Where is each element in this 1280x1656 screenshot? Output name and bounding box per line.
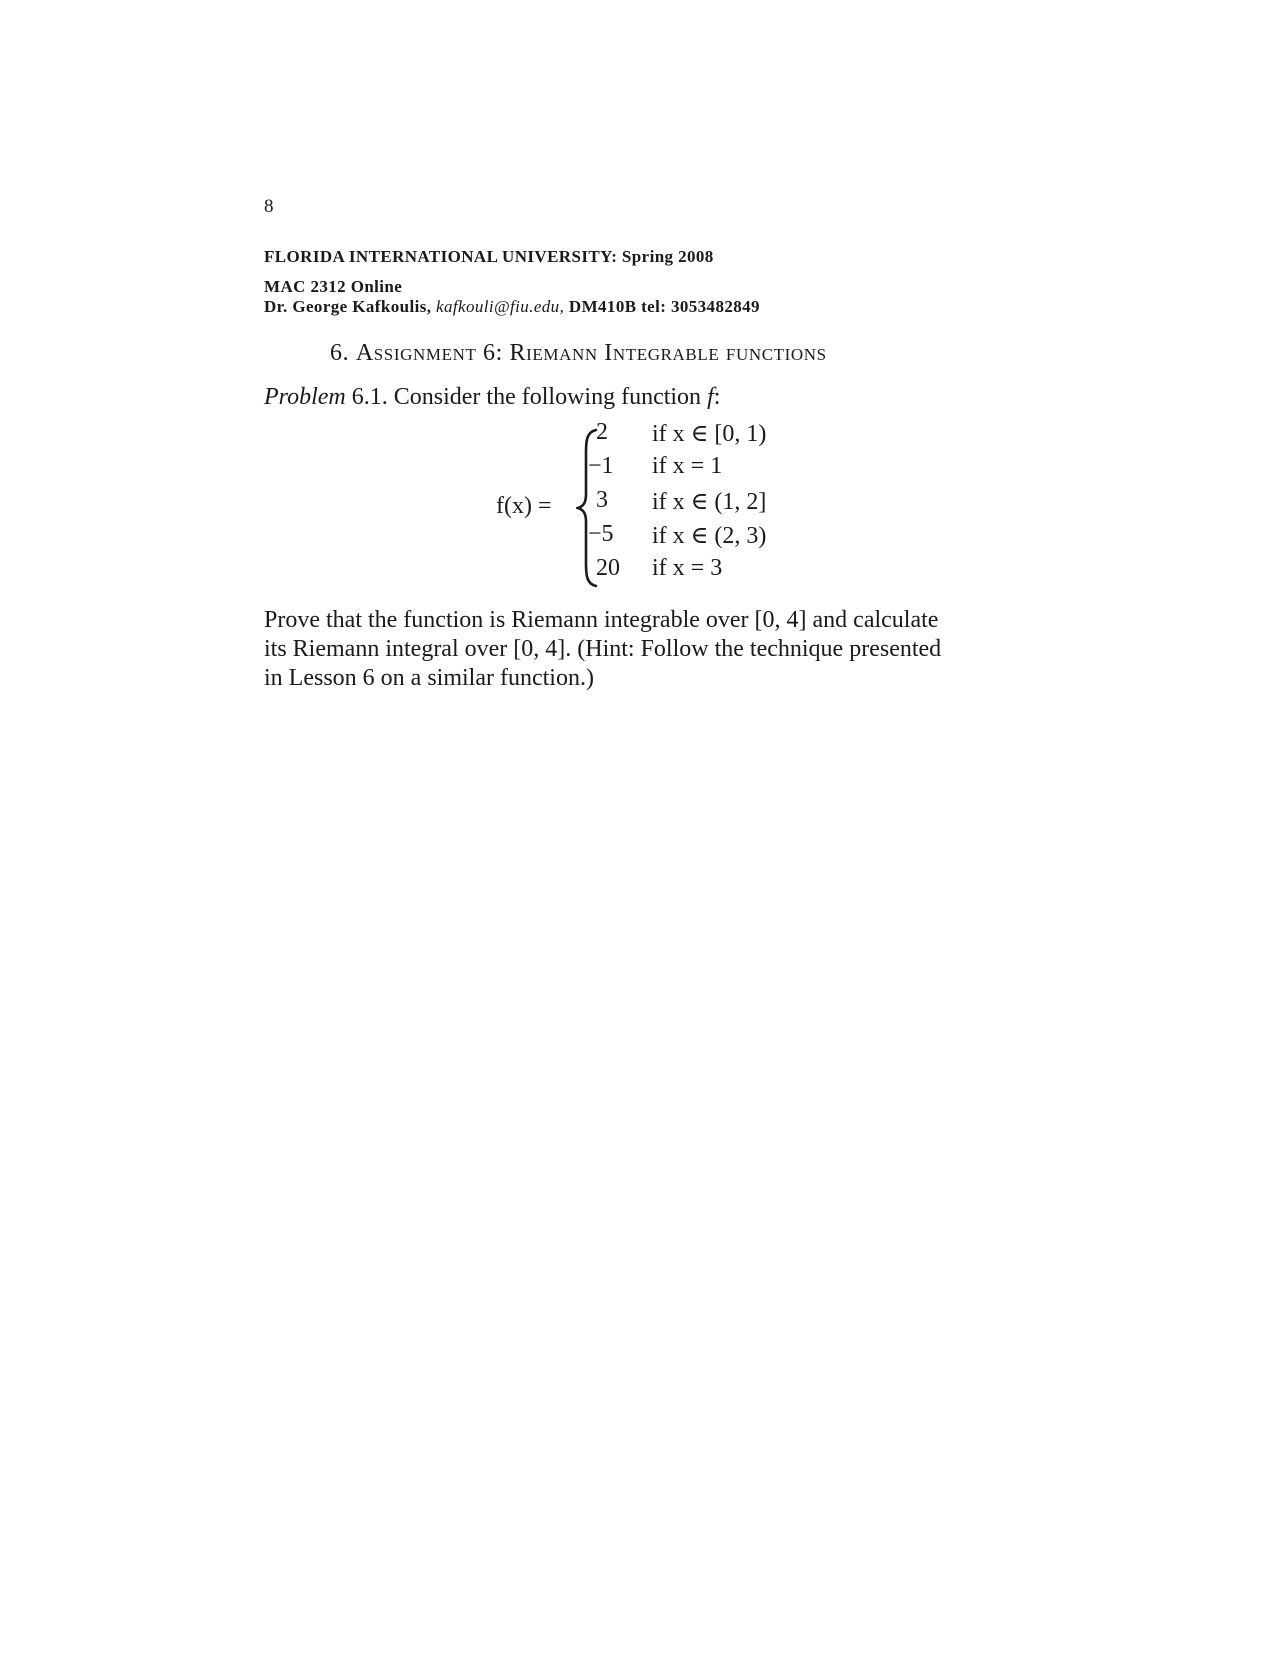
section-title-text: Assignment 6: Riemann Integrable functions — [355, 340, 827, 366]
problem-label: Problem — [264, 384, 346, 410]
problem-number: 6.1. — [351, 384, 388, 410]
header-course: MAC 2312 Online — [264, 277, 403, 296]
case-condition: if x ∈ (2, 3) — [652, 523, 767, 549]
body-line: Prove that the function is Riemann integrable over [0, 4] and calculate — [264, 607, 939, 633]
case-value: −5 — [588, 521, 614, 547]
section-title — [330, 340, 827, 367]
case-value: 3 — [596, 487, 608, 513]
section-number: 6. — [330, 340, 350, 366]
left-brace-icon — [576, 428, 598, 588]
case-condition: if x ∈ [0, 1) — [652, 421, 767, 447]
body-line: in Lesson 6 on a similar function.) — [264, 665, 594, 691]
function-lhs: f(x) = — [496, 493, 552, 519]
instructor-name: Dr. George Kafkoulis, — [264, 297, 432, 316]
problem-body — [264, 606, 1024, 693]
header-university: FLORIDA INTERNATIONAL UNIVERSITY: Spring 2008 — [264, 247, 714, 266]
case-value: 20 — [596, 555, 620, 581]
instructor-office-phone: DM410B tel: 3053482849 — [568, 297, 760, 316]
problem-intro: Consider the following function — [393, 384, 702, 410]
case-condition: if x = 1 — [652, 453, 723, 479]
problem-statement — [264, 384, 720, 411]
problem-colon: : — [713, 384, 721, 410]
instructor-email: kafkouli@fiu.edu, — [436, 297, 565, 316]
case-condition: if x = 3 — [652, 555, 723, 581]
case-condition: if x ∈ (1, 2] — [652, 489, 767, 515]
header-instructor — [264, 297, 760, 317]
page-number: 8 — [264, 196, 274, 217]
case-value: 2 — [596, 419, 608, 445]
body-line: its Riemann integral over [0, 4]. (Hint: Follow the technique presented — [264, 636, 942, 662]
case-value: −1 — [588, 453, 614, 479]
function-name: f — [707, 384, 714, 410]
